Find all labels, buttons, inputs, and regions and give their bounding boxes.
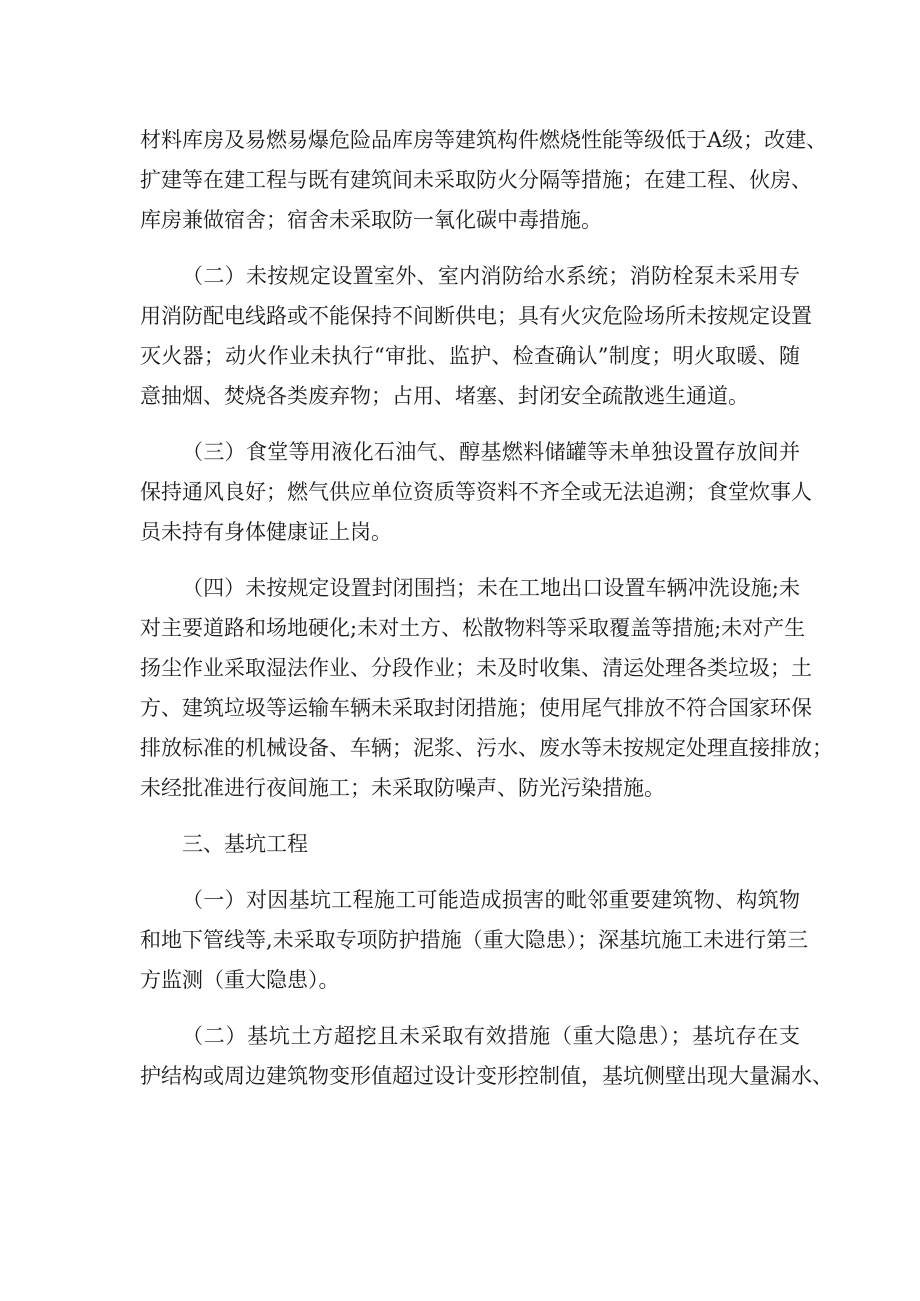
text-line: （二）基坑土方超挖且未采取有效措施（重大隐患）；基坑存在支	[182, 1024, 800, 1048]
text-line: 员未持有身体健康证上岗。	[140, 520, 392, 544]
text-line: 方监测（重大隐患）。	[140, 968, 340, 992]
paragraph-pit-item-1	[140, 880, 809, 1000]
text-line: 对主要道路和场地硬化;未对土方、松散物料等采取覆盖等措施;未对产生	[140, 616, 806, 640]
text-line: 扩建等在建工程与既有建筑间未采取防火分隔等措施；在建工程、伙房、	[140, 168, 812, 192]
text-line: （四）未按规定设置封闭围挡；未在工地出口设置车辆冲洗设施;未	[182, 576, 800, 600]
text-line: （三）食堂等用液化石油气、醇基燃料储罐等未单独设置存放间并	[182, 440, 800, 464]
text-line: 灭火器；动火作业未执行“审批、监护、检查确认”制度；明火取暖、随	[140, 344, 800, 368]
document-body	[140, 120, 833, 1096]
text-line: 未经批准进行夜间施工；未采取防噪声、防光污染措施。	[140, 776, 665, 800]
paragraph-fire-facilities-continued	[140, 120, 828, 240]
text-line: 扬尘作业采取湿法作业、分段作业；未及时收集、清运处理各类垃圾；土	[140, 656, 812, 680]
text-line: 和地下管线等,未采取专项防护措施（重大隐患）；深基坑施工未进行第三	[140, 928, 809, 952]
text-line: 意抽烟、焚烧各类废弃物；占用、堵塞、封闭安全疏散逃生通道。	[140, 384, 749, 408]
text-line: 库房兼做宿舍；宿舍未采取防一氧化碳中毒措施。	[140, 208, 602, 232]
text-line: （二）未按规定设置室外、室内消防给水系统；消防栓泵未采用专	[182, 264, 800, 288]
paragraph-item-2	[140, 256, 812, 416]
section-heading-foundation-pit	[140, 824, 800, 864]
text-line: 保持通风良好；燃气供应单位资质等资料不齐全或无法追溯；食堂炊事人	[140, 480, 812, 504]
text-line: 方、建筑垃圾等运输车辆未采取封闭措施；使用尾气排放不符合国家环保	[140, 696, 812, 720]
text-line: 护结构或周边建筑物变形值超过设计变形控制值，基坑侧壁出现大量漏水、	[140, 1064, 833, 1088]
text-line: 材料库房及易燃易爆危险品库房等建筑构件燃烧性能等级低于A级；改建、	[140, 128, 828, 152]
text-line: （一）对因基坑工程施工可能造成损害的毗邻重要建筑物、构筑物	[182, 888, 800, 912]
paragraph-pit-item-2	[140, 1016, 833, 1096]
text-line: 排放标准的机械设备、车辆；泥浆、污水、废水等未按规定处理直接排放；	[140, 736, 833, 760]
paragraph-item-4	[140, 568, 833, 808]
paragraph-item-3	[140, 432, 812, 552]
section-title: 三、基坑工程	[182, 832, 308, 856]
text-line: 用消防配电线路或不能保持不间断供电；具有火灾危险场所未按规定设置	[140, 304, 812, 328]
